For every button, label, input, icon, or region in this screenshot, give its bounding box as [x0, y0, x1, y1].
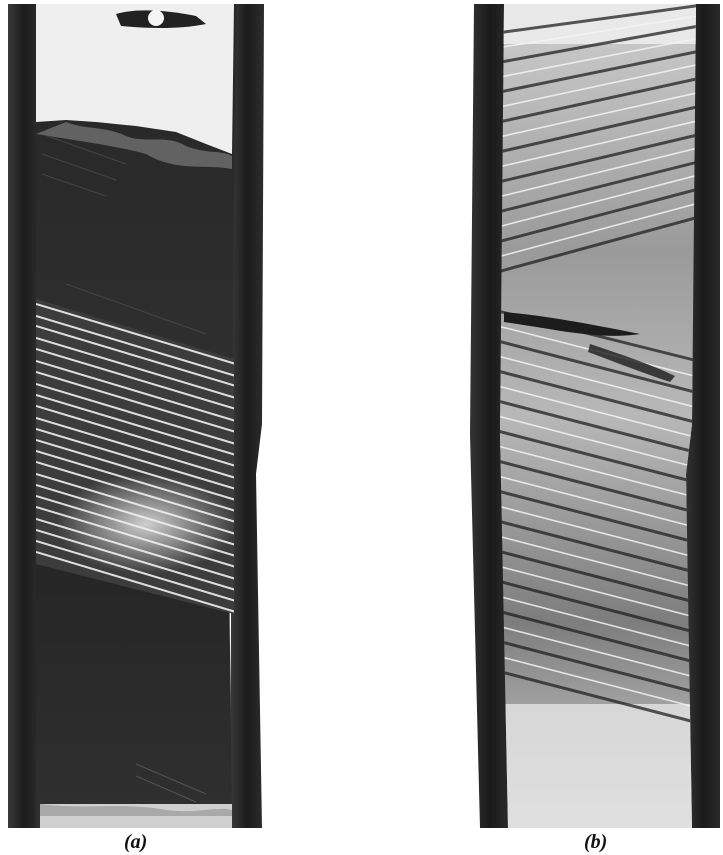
- panel-label-a: (a): [124, 831, 148, 853]
- specimen-b-drawing: [470, 4, 722, 828]
- specimen-photo-a: [6, 4, 268, 828]
- specimen-a-drawing: [6, 4, 268, 828]
- specimen-photo-b: [470, 4, 722, 828]
- panel-label-b: (b): [584, 831, 608, 853]
